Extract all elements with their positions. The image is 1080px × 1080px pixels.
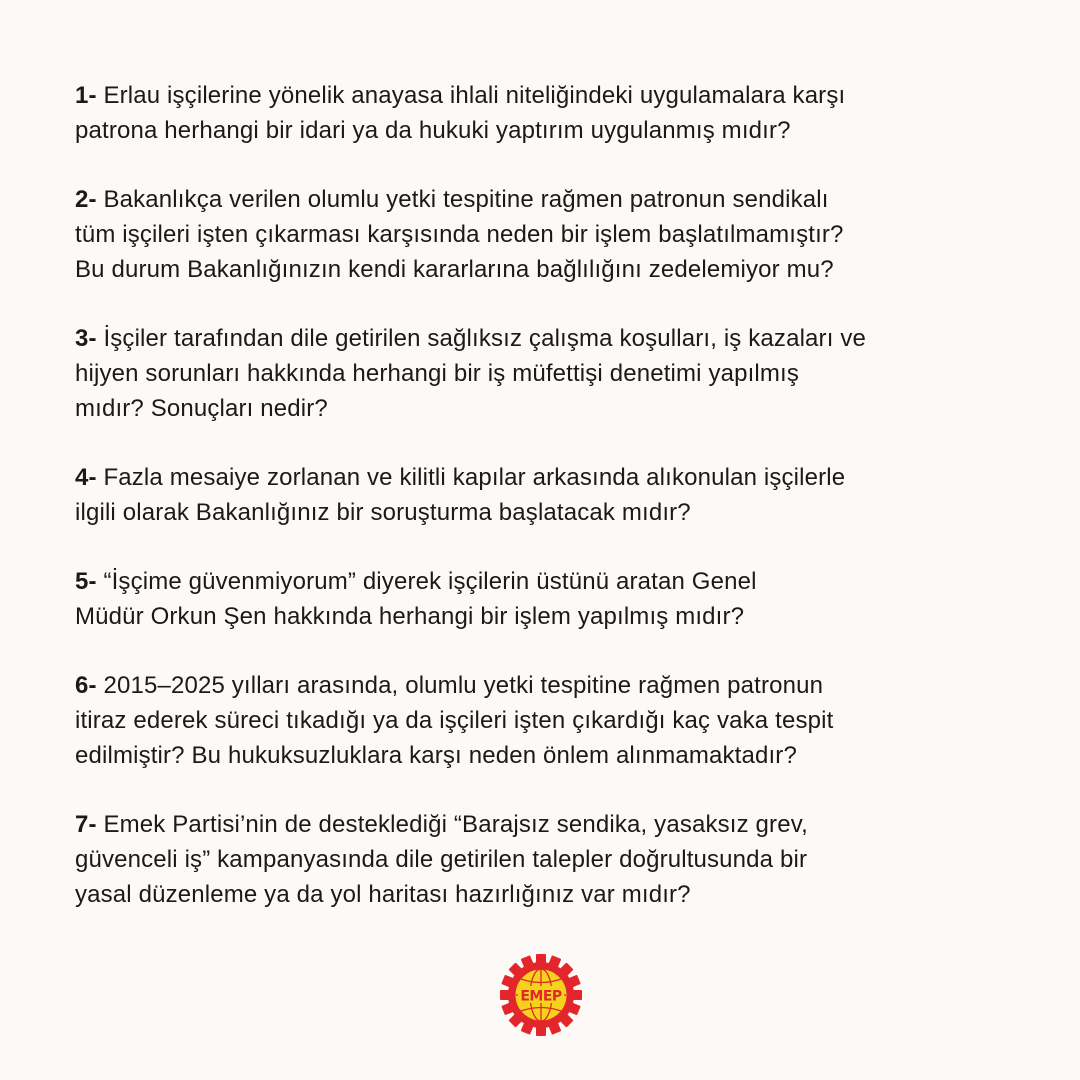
question-number: 6- <box>75 672 97 699</box>
question-text: İşçiler tarafından dile getirilen sağlıksız çalışma koşulları, iş kazaları ve <box>96 325 866 352</box>
question-7 <box>75 807 1005 912</box>
question-text: 2015–2025 yılları arasında, olumlu yetki tespitine rağmen patronun <box>96 672 824 699</box>
question-line: güvenceli iş” kampanyasında dile getirilen talepler doğrultusunda bir <box>75 846 808 873</box>
question-line <box>75 668 1005 703</box>
question-line <box>75 460 1005 495</box>
question-text: Fazla mesaiye zorlanan ve kilitli kapılar arkasında alıkonulan işçilerle <box>96 464 846 491</box>
question-line <box>75 182 1005 217</box>
question-text: Emek Partisi’nin de desteklediği “Barajsız sendika, yasaksız grev, <box>96 811 808 838</box>
question-text: Erlau işçilerine yönelik anayasa ihlali niteliğindeki uygulamalara karşı <box>96 82 846 109</box>
question-line: hijyen sorunları hakkında herhangi bir iş müfettişi denetimi yapılmış <box>75 360 800 387</box>
question-4 <box>75 460 1005 530</box>
question-3 <box>75 321 1005 426</box>
question-6 <box>75 668 1005 773</box>
question-number: 2- <box>75 186 97 213</box>
question-number: 1- <box>75 82 97 109</box>
question-number: 5- <box>75 568 97 595</box>
question-1 <box>75 78 1005 148</box>
question-5 <box>75 564 1005 634</box>
gear-globe-icon <box>499 953 583 1037</box>
question-line: mıdır? Sonuçları nedir? <box>75 395 328 422</box>
question-line <box>75 807 1005 842</box>
emep-logo <box>499 953 583 1037</box>
question-line <box>75 321 1005 356</box>
question-text: “İşçime güvenmiyorum” diyerek işçilerin üstünü aratan Genel <box>96 568 757 595</box>
question-line: patrona herhangi bir idari ya da hukuki yaptırım uygulanmış mıdır? <box>75 117 791 144</box>
question-number: 7- <box>75 811 97 838</box>
question-line: Bu durum Bakanlığınızın kendi kararlarına bağlılığını zedelemiyor mu? <box>75 256 834 283</box>
question-text: Bakanlıkça verilen olumlu yetki tespitine rağmen patronun sendikalı <box>96 186 829 213</box>
question-line: yasal düzenleme ya da yol haritası hazırlığınız var mıdır? <box>75 881 691 908</box>
question-line: edilmiştir? Bu hukuksuzluklara karşı neden önlem alınmamaktadır? <box>75 742 797 769</box>
question-line: ilgili olarak Bakanlığınız bir soruşturma başlatacak mıdır? <box>75 499 691 526</box>
logo-text: EMEP <box>520 988 562 1005</box>
question-line: tüm işçileri işten çıkarması karşısında neden bir işlem başlatılmamıştır? <box>75 221 844 248</box>
question-line <box>75 564 1005 599</box>
question-line <box>75 78 1005 113</box>
question-line: itiraz ederek süreci tıkadığı ya da işçileri işten çıkardığı kaç vaka tespit <box>75 707 834 734</box>
question-line: Müdür Orkun Şen hakkında herhangi bir işlem yapılmış mıdır? <box>75 603 745 630</box>
question-number: 4- <box>75 464 97 491</box>
question-list <box>75 78 1005 946</box>
question-number: 3- <box>75 325 97 352</box>
question-2 <box>75 182 1005 287</box>
